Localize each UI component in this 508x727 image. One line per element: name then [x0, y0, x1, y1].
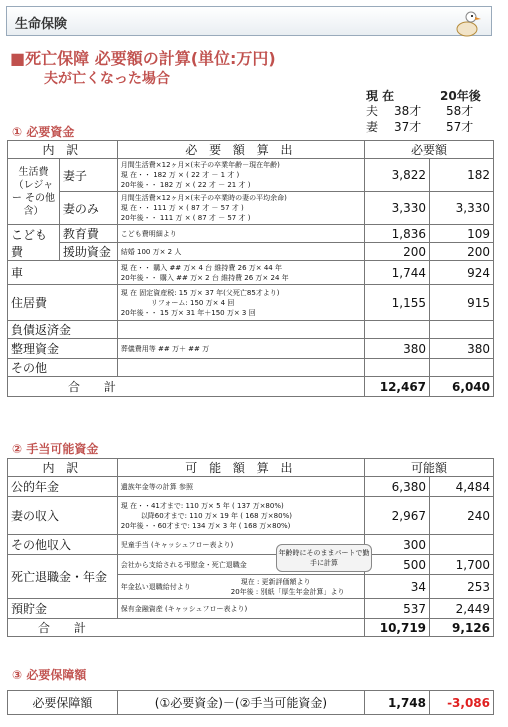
s2-head-amount: 可能額 [365, 459, 494, 477]
row-now: 380 [365, 339, 430, 359]
age-wife-now: 37才 [394, 120, 422, 134]
table-row [8, 339, 494, 359]
table-row [8, 243, 494, 261]
row-now: 34 [365, 575, 430, 599]
table-row [8, 285, 494, 321]
row-calc: 葬儀費用等 ## 万＋ ## 万 [117, 339, 364, 359]
row-later: 200 [430, 243, 494, 261]
row-now [365, 321, 430, 339]
row-later: 240 [430, 497, 494, 535]
table-row [8, 599, 494, 619]
row-later: 2,449 [430, 599, 494, 619]
row-later: 380 [430, 339, 494, 359]
page-title: ■死亡保障 必要額の計算(単位:万円) [10, 49, 276, 68]
total-later: 9,126 [430, 619, 494, 637]
section1-heading: ① 必要資金 [12, 125, 75, 139]
row-label: 妻のみ [59, 192, 117, 225]
row-later: 915 [430, 285, 494, 321]
ages-col-20: 20年後 [440, 89, 481, 103]
table-row [8, 497, 494, 535]
row-label: 住居費 [8, 285, 118, 321]
row-now: 3,330 [365, 192, 430, 225]
row-calc: 年金払い退職給付より 現在 : 更新評価額より 20年後 : 別紙「厚生年金計算」より [117, 575, 364, 599]
row-label: 預貯金 [8, 599, 118, 619]
row-later [430, 535, 494, 555]
row-calc: 月間生活費×12ヶ月×(末子の卒業時の妻の平均余命) 現 在・・ 111 万 × ( 87 才 － 57 才 ) 20年後・・ 111 万 × ( 87 才 － 57 才 ) [117, 192, 364, 225]
age-wife-label: 妻 [366, 120, 379, 134]
row-later: 924 [430, 261, 494, 285]
row-now: 200 [365, 243, 430, 261]
section3-heading: ③ 必要保障額 [12, 668, 87, 682]
row-calc: 結婚 100 万× 2 人 [117, 243, 364, 261]
s2-head-calc: 可 能 額 算 出 [117, 459, 364, 477]
row-label: その他 [8, 359, 118, 377]
table-row [8, 225, 494, 243]
row-now: 500 [365, 555, 430, 575]
row-label: その他収入 [8, 535, 118, 555]
header-title: 生命保険 [15, 17, 68, 32]
total-label: 合 計 [8, 619, 365, 637]
total-row [8, 619, 494, 637]
row-calc: 現 在 固定資産税: 15 万× 37 年(父死亡85才より) リフォーム: 150 万× 4 回 20年後・・ 15 万× 31 年＋150 万× 3 回 [117, 285, 364, 321]
table-row [8, 192, 494, 225]
table-row [8, 359, 494, 377]
row-calc: 児童手当 (キャッシュフロー表より) [117, 535, 364, 555]
row-now: 537 [365, 599, 430, 619]
table-row [8, 477, 494, 497]
row-label: 教育費 [59, 225, 117, 243]
total-now: 12,467 [365, 377, 430, 397]
row-calc: 会社から支給される弔慰金・死亡退職金 [117, 555, 364, 575]
group-kids-label: こども費 [8, 225, 60, 261]
coverage-calc: (①必要資金)－(②手当可能資金) [117, 691, 364, 715]
row-now: 1,744 [365, 261, 430, 285]
row-calc: 現 在・・ 購入 ## 万× 4 台 維持費 26 万× 44 年 20年後・・ 購入 ## 万× 2 台 維持費 26 万× 24 年 [117, 261, 364, 285]
row-later: 4,484 [430, 477, 494, 497]
row-label: 車 [8, 261, 118, 285]
s2-head-item: 内 訳 [8, 459, 118, 477]
available-funds-table [7, 458, 494, 637]
coverage-label: 必要保障額 [8, 691, 118, 715]
row-calc: こども費明細より [117, 225, 364, 243]
page-subtitle: 夫が亡くなった場合 [44, 71, 170, 87]
row-now: 300 [365, 535, 430, 555]
row-label: 整理資金 [8, 339, 118, 359]
row-label: 公的年金 [8, 477, 118, 497]
row-calc [117, 321, 364, 339]
row-now: 3,822 [365, 159, 430, 192]
table-row [8, 321, 494, 339]
group-living-label: 生活費（レジャー その他含） [8, 159, 60, 225]
s1-head-item: 内 訳 [8, 141, 118, 159]
row-calc: 現 在・・41才まで: 110 万× 5 年 ( 137 万×80%) 以降60才まで: 110 万× 19 年 ( 168 万×80%) 20年後・・60才まで: 134 万× 3 年 ( 168 万×80%) [117, 497, 364, 535]
note-callout: 年齢時にそのままパートで勤手に計算 [276, 544, 372, 572]
row-label: 妻子 [59, 159, 117, 192]
row-later: 253 [430, 575, 494, 599]
age-husband-now: 38才 [394, 104, 422, 118]
row-later: 3,330 [430, 192, 494, 225]
coverage-now: 1,748 [365, 691, 430, 715]
table-row [8, 159, 494, 192]
coverage-later: -3,086 [430, 691, 494, 715]
stork-logo-icon [447, 7, 483, 43]
table-row [8, 261, 494, 285]
row-calc: 月間生活費×12ヶ月×(末子の卒業年齢－現在年齢) 現 在・・ 182 万 × ( 22 才 － 1 才 ) 20年後・・ 182 万 × ( 22 才 － 21 才 ) [117, 159, 364, 192]
row-now: 2,967 [365, 497, 430, 535]
section2-heading: ② 手当可能資金 [12, 442, 99, 456]
row-now: 6,380 [365, 477, 430, 497]
age-husband-later: 58才 [446, 104, 474, 118]
row-calc: 遺族年金等の計算 参照 [117, 477, 364, 497]
age-husband-label: 夫 [366, 104, 379, 118]
row-now: 1,836 [365, 225, 430, 243]
age-wife-later: 57才 [446, 120, 474, 134]
row-calc: 保有金融資産 (キャッシュフロー表より) [117, 599, 364, 619]
table-row [8, 555, 494, 575]
row-later: 1,700 [430, 555, 494, 575]
s1-head-amount: 必要額 [365, 141, 494, 159]
row-later: 109 [430, 225, 494, 243]
row-label: 死亡退職金・年金 [8, 555, 118, 599]
s1-head-calc: 必 要 額 算 出 [117, 141, 364, 159]
table-row [8, 535, 494, 555]
row-later [430, 321, 494, 339]
total-label: 合 計 [8, 377, 365, 397]
header-bar [6, 6, 492, 36]
ages-col-now: 現 在 [366, 89, 395, 103]
total-later: 6,040 [430, 377, 494, 397]
row-later: 182 [430, 159, 494, 192]
row-label: 援助資金 [59, 243, 117, 261]
total-row [8, 377, 494, 397]
total-now: 10,719 [365, 619, 430, 637]
row-label: 負債返済金 [8, 321, 118, 339]
required-funds-table [7, 140, 494, 397]
required-coverage-table [7, 690, 494, 715]
row-label: 妻の収入 [8, 497, 118, 535]
row-now: 1,155 [365, 285, 430, 321]
